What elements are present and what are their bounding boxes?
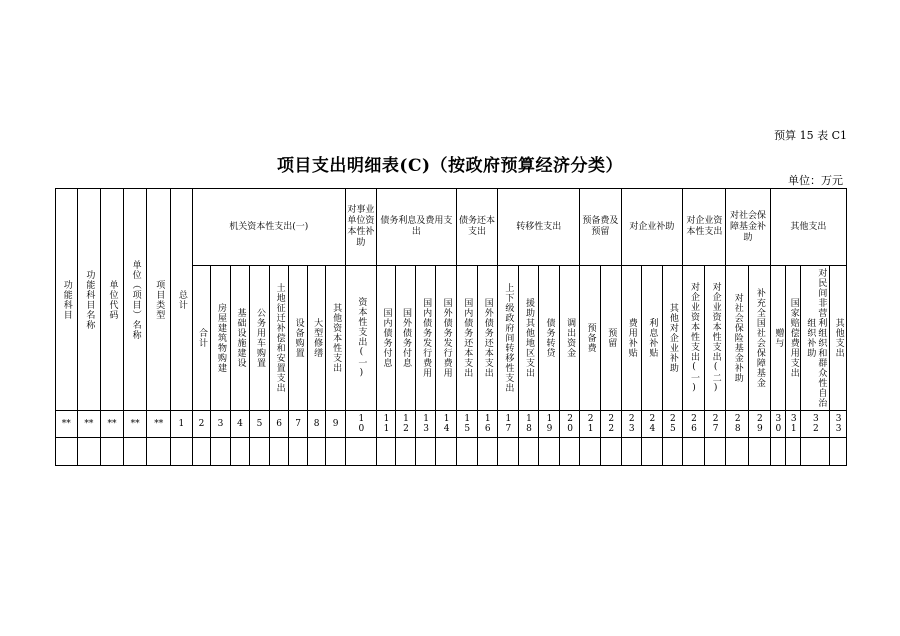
col-header: 其他对企业补助	[662, 266, 683, 411]
empty-cell	[477, 438, 498, 466]
index-cell: **	[101, 411, 124, 438]
empty-cell	[786, 438, 801, 466]
empty-cell	[498, 438, 519, 466]
index-cell: 22	[600, 411, 621, 438]
empty-cell	[56, 438, 78, 466]
col-header: 赠与	[770, 266, 785, 411]
header-cell-unit-name: 单位（项目）名称	[123, 189, 147, 411]
col-header: 利息补贴	[642, 266, 663, 411]
header-cell-unit-code: 单位代码	[101, 189, 124, 411]
col-header: 对民间非营利组织和群众性自治组织补助	[801, 266, 830, 411]
col-header: 国内债务付息	[376, 266, 396, 411]
index-cell: 30	[770, 411, 785, 438]
empty-cell	[642, 438, 663, 466]
index-cell: 6	[269, 411, 289, 438]
group-header-transfer: 转移性支出	[498, 189, 580, 266]
empty-cell	[683, 438, 705, 466]
index-cell: 24	[642, 411, 663, 438]
index-cell: 7	[289, 411, 308, 438]
index-cell: 27	[704, 411, 726, 438]
index-cell: 26	[683, 411, 705, 438]
index-cell: 32	[801, 411, 830, 438]
index-cell: 31	[786, 411, 801, 438]
index-cell: **	[147, 411, 171, 438]
col-header: 大型修缮	[307, 266, 326, 411]
index-cell: 3	[211, 411, 231, 438]
empty-cell	[621, 438, 642, 466]
col-header: 其他支出	[830, 266, 847, 411]
empty-cell	[269, 438, 289, 466]
col-header: 国家赔偿费用支出	[786, 266, 801, 411]
group-header-debt-principal: 债务还本支出	[456, 189, 497, 266]
index-cell: 5	[250, 411, 270, 438]
page-title: 项目支出明细表(C)（按政府预算经济分类）	[276, 156, 624, 176]
expenditure-table	[55, 188, 847, 466]
header-cell-function-name: 功能科目名称	[77, 189, 101, 411]
index-cell: 29	[749, 411, 771, 438]
empty-cell	[345, 438, 376, 466]
empty-cell	[396, 438, 416, 466]
index-cell: 33	[830, 411, 847, 438]
index-cell: 19	[539, 411, 560, 438]
col-header: 其他资本性支出	[326, 266, 346, 411]
empty-cell	[830, 438, 847, 466]
empty-cell	[580, 438, 601, 466]
empty-cell	[147, 438, 171, 466]
index-cell: 15	[456, 411, 477, 438]
index-cell: 21	[580, 411, 601, 438]
col-header: 对社会保险基金补助	[726, 266, 749, 411]
empty-data-row	[56, 438, 847, 466]
empty-cell	[376, 438, 396, 466]
col-header: 上下级政府间转移性支出	[498, 266, 519, 411]
group-header-enterprise-subsidy: 对企业补助	[621, 189, 683, 266]
group-header-debt-interest: 债务利息及费用支出	[376, 189, 456, 266]
col-header: 预留	[600, 266, 621, 411]
empty-cell	[704, 438, 726, 466]
empty-cell	[77, 438, 101, 466]
empty-cell	[415, 438, 436, 466]
index-cell: 4	[230, 411, 250, 438]
index-cell: 23	[621, 411, 642, 438]
empty-cell	[230, 438, 250, 466]
index-cell: 1	[171, 411, 193, 438]
group-header-reserve: 预备费及预留	[580, 189, 621, 266]
col-header: 土地征迁补偿和安置支出	[269, 266, 289, 411]
index-cell: 18	[518, 411, 539, 438]
col-header: 基础设施建设	[230, 266, 250, 411]
header-cell-total: 总计	[171, 189, 193, 411]
index-cell: 12	[396, 411, 416, 438]
col-header: 国内债务发行费用	[415, 266, 436, 411]
index-cell: 2	[192, 411, 211, 438]
empty-cell	[539, 438, 560, 466]
empty-cell	[436, 438, 457, 466]
empty-cell	[101, 438, 124, 466]
empty-cell	[289, 438, 308, 466]
col-header: 调出资金	[559, 266, 580, 411]
index-cell: 10	[345, 411, 376, 438]
empty-cell	[456, 438, 477, 466]
col-header: 国外债务付息	[396, 266, 416, 411]
group-header-enterprise-capital: 对企业资本性支出	[683, 189, 726, 266]
empty-cell	[801, 438, 830, 466]
index-cell: 8	[307, 411, 326, 438]
index-cell: 11	[376, 411, 396, 438]
col-header: 资本性支出(一)	[345, 266, 376, 411]
empty-cell	[326, 438, 346, 466]
col-header: 援助其他地区支出	[518, 266, 539, 411]
header-cell-function-subject: 功能科目	[56, 189, 78, 411]
col-header: 补充全国社会保障基金	[749, 266, 771, 411]
header-cell-project-type: 项目类型	[147, 189, 171, 411]
empty-cell	[662, 438, 683, 466]
index-row	[56, 411, 847, 438]
group-header-social-security: 对社会保障基金补助	[726, 189, 770, 266]
empty-cell	[726, 438, 749, 466]
group-header-row	[56, 189, 847, 266]
col-header: 债务转贷	[539, 266, 560, 411]
index-cell: 14	[436, 411, 457, 438]
group-header-other: 其他支出	[770, 189, 846, 266]
col-header: 房屋建筑物购建	[211, 266, 231, 411]
index-cell: 16	[477, 411, 498, 438]
empty-cell	[518, 438, 539, 466]
index-cell: 20	[559, 411, 580, 438]
col-header: 预备费	[580, 266, 601, 411]
empty-cell	[559, 438, 580, 466]
table-body	[56, 189, 847, 466]
col-header: 设备购置	[289, 266, 308, 411]
index-cell: 9	[326, 411, 346, 438]
form-code: 预算 15 表 C1	[774, 129, 847, 142]
group-header-institution-subsidy: 对事业单位资本性补助	[345, 189, 376, 266]
col-header: 费用补贴	[621, 266, 642, 411]
empty-cell	[600, 438, 621, 466]
col-header: 公务用车购置	[250, 266, 270, 411]
index-cell: 28	[726, 411, 749, 438]
index-cell: **	[123, 411, 147, 438]
empty-cell	[123, 438, 147, 466]
index-cell: 17	[498, 411, 519, 438]
empty-cell	[250, 438, 270, 466]
index-cell: 13	[415, 411, 436, 438]
empty-cell	[171, 438, 193, 466]
empty-cell	[192, 438, 211, 466]
col-header: 合计	[192, 266, 211, 411]
empty-cell	[770, 438, 785, 466]
col-header: 对企业资本性支出(一)	[683, 266, 705, 411]
col-header: 对企业资本性支出(二)	[704, 266, 726, 411]
col-header: 国内债务还本支出	[456, 266, 477, 411]
unit-label: 单位：万元	[788, 174, 843, 187]
col-header: 国外债务发行费用	[436, 266, 457, 411]
index-cell: **	[77, 411, 101, 438]
empty-cell	[307, 438, 326, 466]
empty-cell	[749, 438, 771, 466]
empty-cell	[211, 438, 231, 466]
group-header-capital: 机关资本性支出(一)	[192, 189, 345, 266]
col-header: 国外债务还本支出	[477, 266, 498, 411]
index-cell: 25	[662, 411, 683, 438]
index-cell: **	[56, 411, 78, 438]
